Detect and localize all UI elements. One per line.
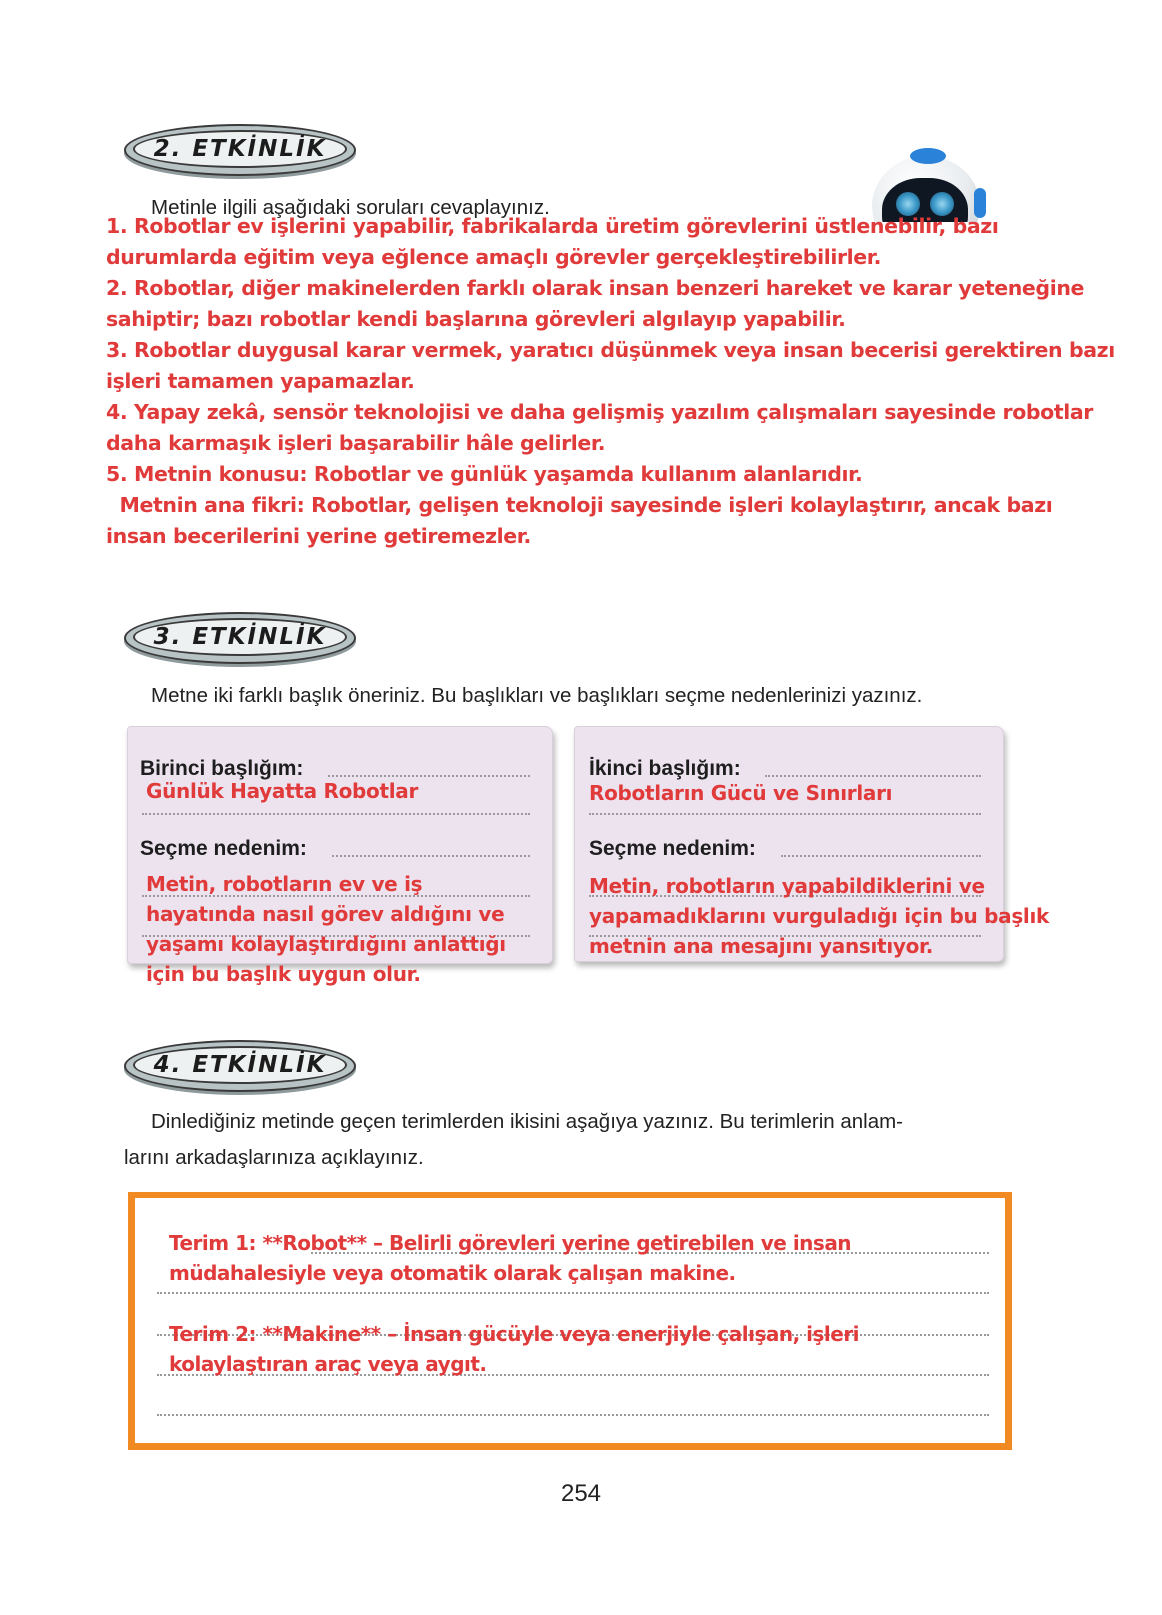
answer-line: insan becerilerini yerine getiremezler. <box>106 524 531 548</box>
reason-line: yaşamı kolaylaştırdığını anlattığı <box>146 932 506 956</box>
answer-line: 2. Robotlar, diğer makinelerden farklı olarak insan benzeri hareket ve karar yeteneğine <box>106 276 1085 300</box>
activity-4-instruction-line1: Dinlediğiniz metinde geçen terimlerden ikisini aşağıya yazınız. Bu terimlerin anlam- <box>151 1110 904 1133</box>
first-title-label: Birinci başlığım: <box>140 757 304 780</box>
dotted-line <box>765 775 981 777</box>
answer-line: 4. Yapay zekâ, sensör teknolojisi ve daha gelişmiş yazılım çalışmaları sayesinde robotlar <box>106 400 1094 424</box>
term-line: müdahalesiyle veya otomatik olarak çalışan makine. <box>169 1261 736 1285</box>
activity-2-instruction: Metinle ilgili aşağıdaki soruları cevaplayınız. <box>151 196 550 219</box>
answer-line: daha karmaşık işleri başarabilir hâle gelirler. <box>106 431 606 455</box>
first-reason-answer <box>146 869 506 989</box>
answer-line: sahiptir; bazı robotlar kendi başlarına görevleri algılayıp yapabilir. <box>106 307 846 331</box>
terms-answer-box <box>128 1192 1012 1450</box>
activity-4-badge <box>124 1040 356 1092</box>
term-line: Terim 1: **Robot** – Belirli görevleri yerine getirebilen ve insan <box>169 1231 852 1255</box>
second-reason-answer <box>589 871 1049 961</box>
activity-3-instruction: Metne iki farklı başlık öneriniz. Bu başlıkları ve başlıkları seçme nedenlerinizi yazınız. <box>151 684 923 707</box>
activity-3-title: 3. ETKİNLİK <box>153 624 327 650</box>
page-number: 254 <box>560 1480 602 1507</box>
activity-4-title: 4. ETKİNLİK <box>153 1052 327 1078</box>
answer-line: durumlarda eğitim veya eğlence amaçlı görevler gerçekleştirebilirler. <box>106 245 881 269</box>
reason-line: için bu başlık uygun olur. <box>146 962 421 986</box>
activity-3-badge <box>124 612 356 664</box>
reason-line: hayatında nasıl görev aldığını ve <box>146 902 505 926</box>
second-reason-label: Seçme nedenim: <box>589 837 756 860</box>
answer-line: 3. Robotlar duygusal karar vermek, yaratıcı düşünmek veya insan becerisi gerektiren bazı <box>106 338 1115 362</box>
answer-line: 1. Robotlar ev işlerini yapabilir, fabrikalarda üretim görevlerini üstlenebilir, bazı <box>106 214 999 238</box>
dotted-line <box>157 1414 989 1416</box>
term-line: kolaylaştıran araç veya aygıt. <box>169 1352 487 1376</box>
activity-4-instruction-line2: larını arkadaşlarınıza açıklayınız. <box>124 1146 424 1169</box>
dotted-line <box>589 813 981 815</box>
first-title-answer: Günlük Hayatta Robotlar <box>146 779 419 803</box>
activity-2-answers <box>106 211 1115 552</box>
first-reason-label: Seçme nedenim: <box>140 837 307 860</box>
reason-line: Metin, robotların yapabildiklerini ve <box>589 874 985 898</box>
title-card-first <box>127 726 553 986</box>
answer-line: işleri tamamen yapamazlar. <box>106 369 415 393</box>
dotted-line <box>142 813 530 815</box>
activity-2-title: 2. ETKİNLİK <box>153 136 327 162</box>
robot-top-light <box>910 148 946 164</box>
second-title-answer: Robotların Gücü ve Sınırları <box>589 781 893 805</box>
dotted-line <box>332 855 530 857</box>
answer-line: 5. Metnin konusu: Robotlar ve günlük yaşamda kullanım alanlarıdır. <box>106 462 863 486</box>
dotted-line <box>781 855 981 857</box>
terms-text <box>169 1228 859 1379</box>
reason-line: yapamadıklarını vurguladığı için bu başlık <box>589 904 1050 928</box>
title-card-second <box>574 726 1050 962</box>
dotted-line <box>328 775 530 777</box>
answer-line: Metnin ana fikri: Robotlar, gelişen teknoloji sayesinde işleri kolaylaştırır, ancak bazı <box>106 493 1053 517</box>
second-title-label: İkinci başlığım: <box>589 757 741 780</box>
term-line: Terim 2: **Makine** – İnsan gücüyle veya enerjiyle çalışan, işleri <box>169 1322 860 1346</box>
reason-line: metnin ana mesajını yansıtıyor. <box>589 934 934 958</box>
reason-line: Metin, robotların ev ve iş <box>146 872 423 896</box>
activity-2-badge <box>124 124 356 176</box>
